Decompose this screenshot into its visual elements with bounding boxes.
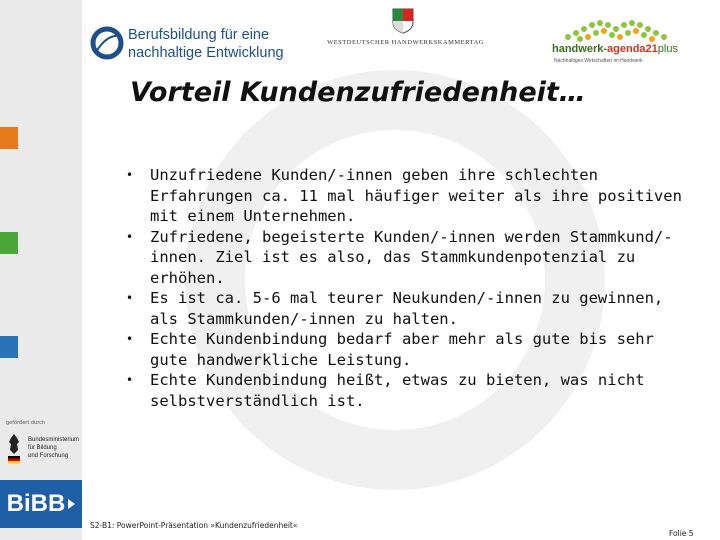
bullet-text-4: Echte Kundenbindung bedarf aber mehr als gute bis sehr gute handwerkliche Leistung.: [150, 330, 654, 369]
bullet-text-1: Unzufriedene Kunden/-innen geben ihre schlechten Erfahrungen ca. 11 mal häufiger weiter als ihre positiven mit einem Unternehmen.: [150, 166, 682, 225]
bibb-logo: [0, 480, 82, 528]
handwerkskammertag-logo: WESTDEUTSCHER HANDWERKSKAMMERTAG: [327, 39, 484, 46]
agenda21-dots-icon: [560, 15, 680, 45]
blue-section-marker: [0, 336, 18, 358]
bullet-dot-icon: •: [126, 332, 134, 346]
bullet-item: [122, 329, 697, 370]
bullet-text-5: Echte Kundenbindung heißt, etwas zu bieten, was nicht selbstverständlich ist.: [150, 371, 645, 410]
agenda-part3: plus: [657, 43, 678, 55]
bullet-text-2: Zufriedene, begeisterte Kunden/-innen werden Stammkund/-innen. Ziel ist es also, das Stammkundenpotenzial zu erhöhen.: [150, 227, 673, 287]
agenda-part1: handwerk-: [552, 43, 608, 55]
nrw-coat-of-arms-icon: [392, 8, 414, 34]
slide-number: Folie 5: [669, 529, 694, 538]
ministry-line-1: Bundesministerium: [28, 437, 80, 443]
left-sidebar: [0, 0, 82, 540]
supported-by-label: gefördert durch: [6, 420, 46, 426]
federal-eagle-icon: [8, 432, 20, 464]
berufsbildung-line-2: nachhaltige Entwicklung: [128, 45, 284, 61]
orange-section-marker: [0, 127, 18, 149]
bullet-dot-icon: •: [126, 168, 134, 182]
agenda-tagline: Nachhaltiges Wirtschaften im Handwerk: [554, 58, 643, 64]
bullet-dot-icon: •: [126, 229, 134, 244]
ministry-line-2: für Bildung: [28, 445, 57, 451]
bullet-item: [122, 227, 697, 289]
agenda-part2: agenda21: [607, 43, 658, 55]
footer-presentation-label: S2-B1: PowerPoint-Präsentation »Kundenzufriedenheit«: [90, 521, 298, 530]
bibb-arrow-icon: [68, 499, 75, 509]
berufsbildung-line-1: Berufsbildung für eine: [128, 27, 270, 43]
globe-swoosh-icon: [90, 26, 124, 60]
slide-title: Vorteil Kundenzufriedenheit…: [130, 77, 586, 108]
bibb-logo-text: BiBB: [6, 490, 66, 517]
green-section-marker: [0, 232, 18, 254]
bullet-text-3: Es ist ca. 5-6 mal teurer Neukunden/-innen zu gewinnen, als Stammkunden/-innen zu halten.: [150, 289, 664, 328]
bullet-item: [122, 165, 697, 227]
bullet-item: [122, 288, 697, 329]
bullet-item: [122, 370, 697, 411]
bullet-dot-icon: •: [126, 291, 134, 305]
handwerk-agenda21-logo: [552, 43, 678, 55]
bullet-dot-icon: •: [126, 373, 134, 387]
ministry-line-3: und Forschung: [28, 453, 69, 459]
bullet-list: [122, 165, 697, 411]
